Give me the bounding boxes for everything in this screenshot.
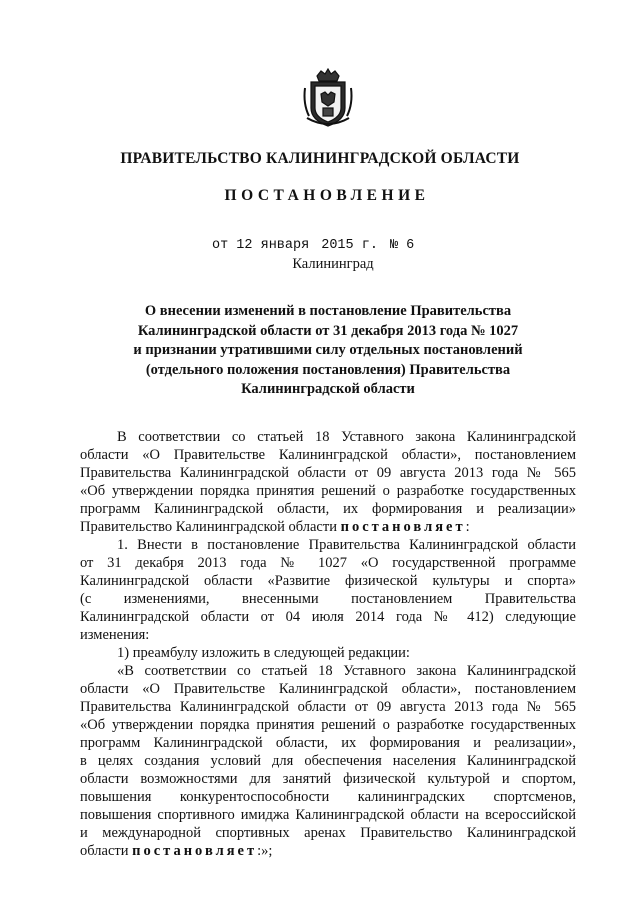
text-line: Правительства Калининградской области от 09 августа 2013 года № 565 — [80, 699, 576, 715]
decree-word: постановляет — [132, 843, 258, 859]
text-line — [80, 842, 576, 860]
text-line: от 31 декабря 2013 года № 1027 «О государственной программе — [80, 555, 576, 571]
text-line: программ Калининградской области, их формирования и реализации» — [80, 501, 576, 517]
text-line: области «О Правительстве Калининградской области», постановлением — [80, 681, 576, 697]
text-line: (с изменениями, внесенными постановлением Правительства — [80, 591, 576, 607]
text-line — [80, 518, 576, 536]
text-line: в целях создания условий для обеспечения населения Калининградской — [80, 753, 576, 769]
city: Калининград — [292, 256, 374, 272]
document-body — [80, 428, 576, 860]
subject-line: Калининградской области от 31 декабря 2013 года № 1027 — [137, 322, 519, 339]
date: от 12 января — [212, 238, 310, 253]
subject-line: и признании утратившими силу отдельных постановлений — [133, 342, 523, 358]
text-line: изменения: — [80, 627, 150, 643]
text-line: программ Калининградской области, их формирования и реализации», — [80, 735, 576, 751]
text-line: «Об утверждении порядка принятия решений о разработке государственных — [80, 483, 576, 499]
text-line: Правительства Калининградской области от 09 августа 2013 года № 565 — [80, 465, 576, 481]
text-line: повышения конкурентоспособности калининградских спортсменов, — [80, 789, 576, 805]
subject-line: (отдельного положения постановления) Правительства — [145, 361, 511, 378]
text-line: и международной спортивных аренах Правительство Калининградской — [80, 825, 576, 841]
decree-word: постановляет — [340, 519, 466, 535]
document-subject — [110, 302, 546, 400]
text-line: повышения спортивного имиджа Калининградской области на всероссийской — [80, 807, 576, 823]
text-line: области возможностями для занятий физической культурой и спортом, — [80, 771, 576, 787]
text-line: Калининградской области от 04 июля 2014 года № 412) следующие — [80, 609, 576, 625]
coat-of-arms-icon — [301, 68, 355, 130]
punctuation: : — [465, 519, 470, 535]
decree-number: № 6 — [389, 238, 415, 253]
government-title: ПРАВИТЕЛЬСТВО КАЛИНИНГРАДСКОЙ ОБЛАСТИ — [120, 150, 520, 167]
subject-line: Калининградской области — [241, 381, 415, 397]
document-type: ПОСТАНОВЛЕНИЕ — [224, 187, 430, 204]
text-line: «Об утверждении порядка принятия решений о разработке государственных — [80, 717, 576, 733]
text-line: 1. Внести в постановление Правительства Калининградской области — [117, 537, 576, 553]
government-name: Правительство Калининградской области — [80, 519, 337, 535]
subject-line: О внесении изменений в постановление Правительства — [144, 303, 512, 319]
year: 2015 г. — [321, 238, 378, 253]
text-line: 1) преамбулу изложить в следующей редакции: — [117, 645, 410, 661]
text-line: области «О Правительстве Калининградской области», постановлением — [80, 447, 576, 463]
punctuation: :»; — [257, 843, 273, 859]
date-line — [212, 238, 414, 253]
region-word: области — [80, 843, 129, 859]
text-line: Калининградской области «Развитие физической культуры и спорта» — [80, 573, 576, 589]
text-line: В соответствии со статьей 18 Уставного закона Калининградской — [117, 429, 576, 445]
text-line: «В соответствии со статьей 18 Уставного закона Калининградской — [117, 663, 576, 679]
